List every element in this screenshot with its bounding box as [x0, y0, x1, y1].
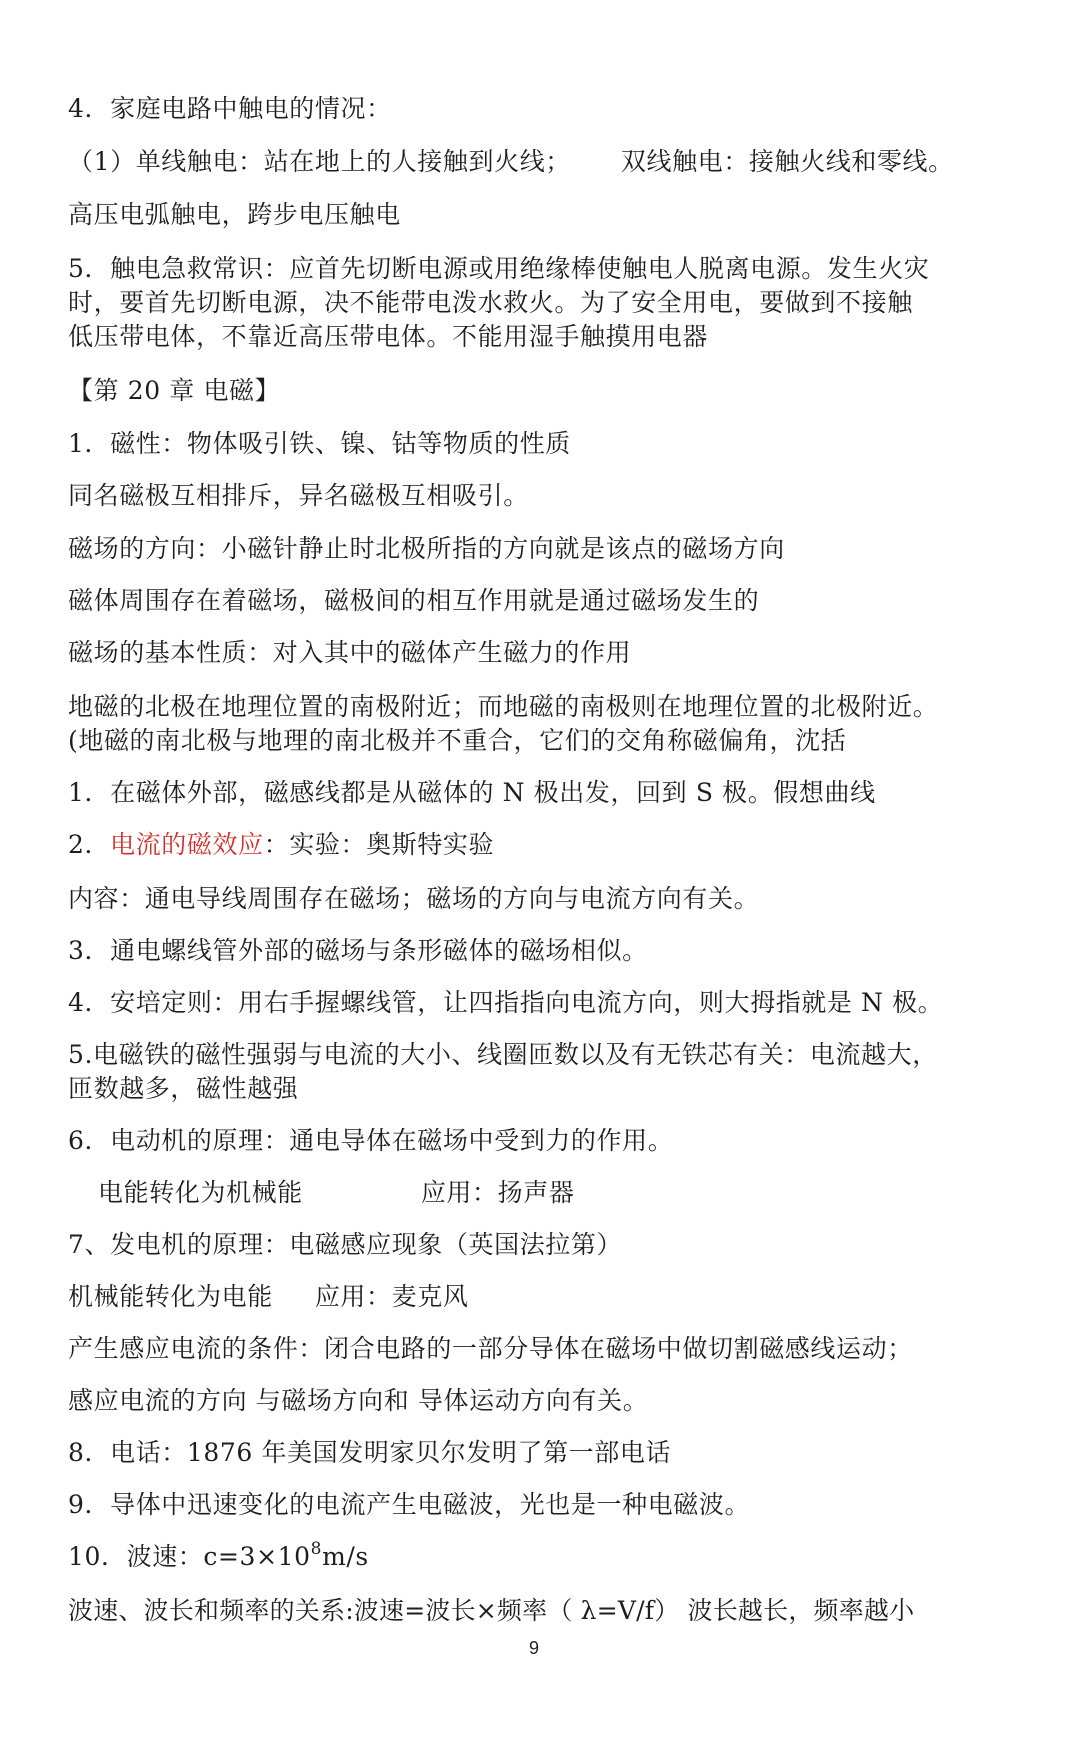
text: 地磁的北极在地理位置的南极附近；而地磁的南极则在地理位置的北极附近。 — [68, 692, 939, 721]
line-24 — [68, 1228, 622, 1262]
text: 应用：麦克风 — [314, 1282, 469, 1311]
line-3 — [68, 198, 401, 232]
line-25 — [68, 1280, 468, 1314]
line-9 — [68, 479, 529, 513]
text: 内容：通电导线周围存在磁场；磁场的方向与电流方向有关。 — [68, 884, 760, 913]
text: 1．磁性：物体吸引铁、镍、钴等物质的性质 — [68, 429, 571, 458]
line-22 — [68, 1124, 673, 1158]
text: 2． — [68, 830, 111, 859]
chapter-heading — [68, 374, 280, 408]
text: （1）单线触电：站在地上的人接触到火线； — [68, 147, 571, 176]
line-11 — [68, 584, 759, 618]
text: 7、发电机的原理：电磁感应现象（英国法拉第） — [68, 1230, 623, 1259]
text: 波速、波长和频率的关系:波速=波长×频率（ λ=V/f） 波长越长，频率越小 — [68, 1596, 915, 1625]
text: 电能转化为机械能 — [98, 1178, 303, 1207]
line-23 — [98, 1176, 574, 1210]
text: (地磁的南北极与地理的南北极并不重合，它们的交角称磁偏角，沈括 — [68, 726, 847, 755]
text: 3．通电螺线管外部的磁场与条形磁体的磁场相似。 — [68, 936, 648, 965]
text: 匝数越多，磁性越强 — [68, 1074, 299, 1103]
text: 机械能转化为电能 — [68, 1282, 273, 1311]
text: 4．家庭电路中触电的情况： — [68, 94, 392, 123]
page-number: 9 — [528, 1638, 539, 1658]
line-5 — [68, 286, 913, 320]
line-13 — [68, 690, 938, 724]
line-18 — [68, 934, 648, 968]
line-6 — [68, 320, 708, 354]
text: 应用：扬声器 — [420, 1178, 575, 1207]
line-14 — [68, 724, 846, 758]
line-16 — [68, 828, 494, 862]
text: 磁场的方向：小磁针静止时北极所指的方向就是该点的磁场方向 — [68, 534, 785, 563]
line-27 — [68, 1384, 648, 1418]
line-15 — [68, 776, 876, 810]
text: ：实验：奥斯特实验 — [263, 830, 495, 859]
text: 同名磁极互相排斥，异名磁极互相吸引。 — [68, 481, 529, 510]
text: 5.电磁铁的磁性强弱与电流的大小、线圈匝数以及有无铁芯有关：电流越大， — [68, 1040, 938, 1069]
line-4 — [68, 252, 929, 286]
text: 4．安培定则：用右手握螺线管，让四指指向电流方向，则大拇指就是 N 极。 — [68, 988, 944, 1017]
line-30 — [68, 1540, 369, 1574]
exponent: 8 — [310, 1538, 323, 1559]
text: 高压电弧触电，跨步电压触电 — [68, 200, 401, 229]
line-29 — [68, 1488, 750, 1522]
line-17 — [68, 882, 759, 916]
text: 5．触电急救常识：应首先切断电源或用绝缘棒使触电人脱离电源。发生火灾 — [68, 254, 930, 283]
line-2 — [68, 145, 954, 179]
text: 感应电流的方向 与磁场方向和 导体运动方向有关。 — [68, 1386, 649, 1415]
text: 时，要首先切断电源，决不能带电泼水救火。为了安全用电，要做到不接触 — [68, 288, 913, 317]
text: 【第 20 章 电磁】 — [68, 376, 281, 405]
line-12 — [68, 636, 631, 670]
text: 低压带电体，不靠近高压带电体。不能用湿手触摸用电器 — [68, 322, 709, 351]
line-1 — [68, 92, 392, 126]
line-8 — [68, 427, 571, 461]
highlight-term: 电流的磁效应 — [110, 830, 264, 859]
line-28 — [68, 1436, 671, 1470]
text: 磁场的基本性质：对入其中的磁体产生磁力的作用 — [68, 638, 632, 667]
text: 10．波速：c=3×10 — [68, 1542, 311, 1571]
text: 产生感应电流的条件：闭合电路的一部分导体在磁场中做切割磁感线运动； — [68, 1334, 913, 1363]
text: m/s — [322, 1542, 369, 1571]
line-21 — [68, 1072, 298, 1106]
line-20 — [68, 1038, 938, 1072]
text: 磁体周围存在着磁场，磁极间的相互作用就是通过磁场发生的 — [68, 586, 760, 615]
line-10 — [68, 532, 785, 566]
text: 6．电动机的原理：通电导体在磁场中受到力的作用。 — [68, 1126, 674, 1155]
text: 1．在磁体外部，磁感线都是从磁体的 N 极出发，回到 S 极。假想曲线 — [68, 778, 876, 807]
text: 双线触电：接触火线和零线。 — [620, 147, 954, 176]
text: 8．电话：1876 年美国发明家贝尔发明了第一部电话 — [68, 1438, 672, 1467]
line-31 — [68, 1594, 914, 1628]
line-26 — [68, 1332, 913, 1366]
line-19 — [68, 986, 943, 1020]
text: 9．导体中迅速变化的电流产生电磁波，光也是一种电磁波。 — [68, 1490, 751, 1519]
